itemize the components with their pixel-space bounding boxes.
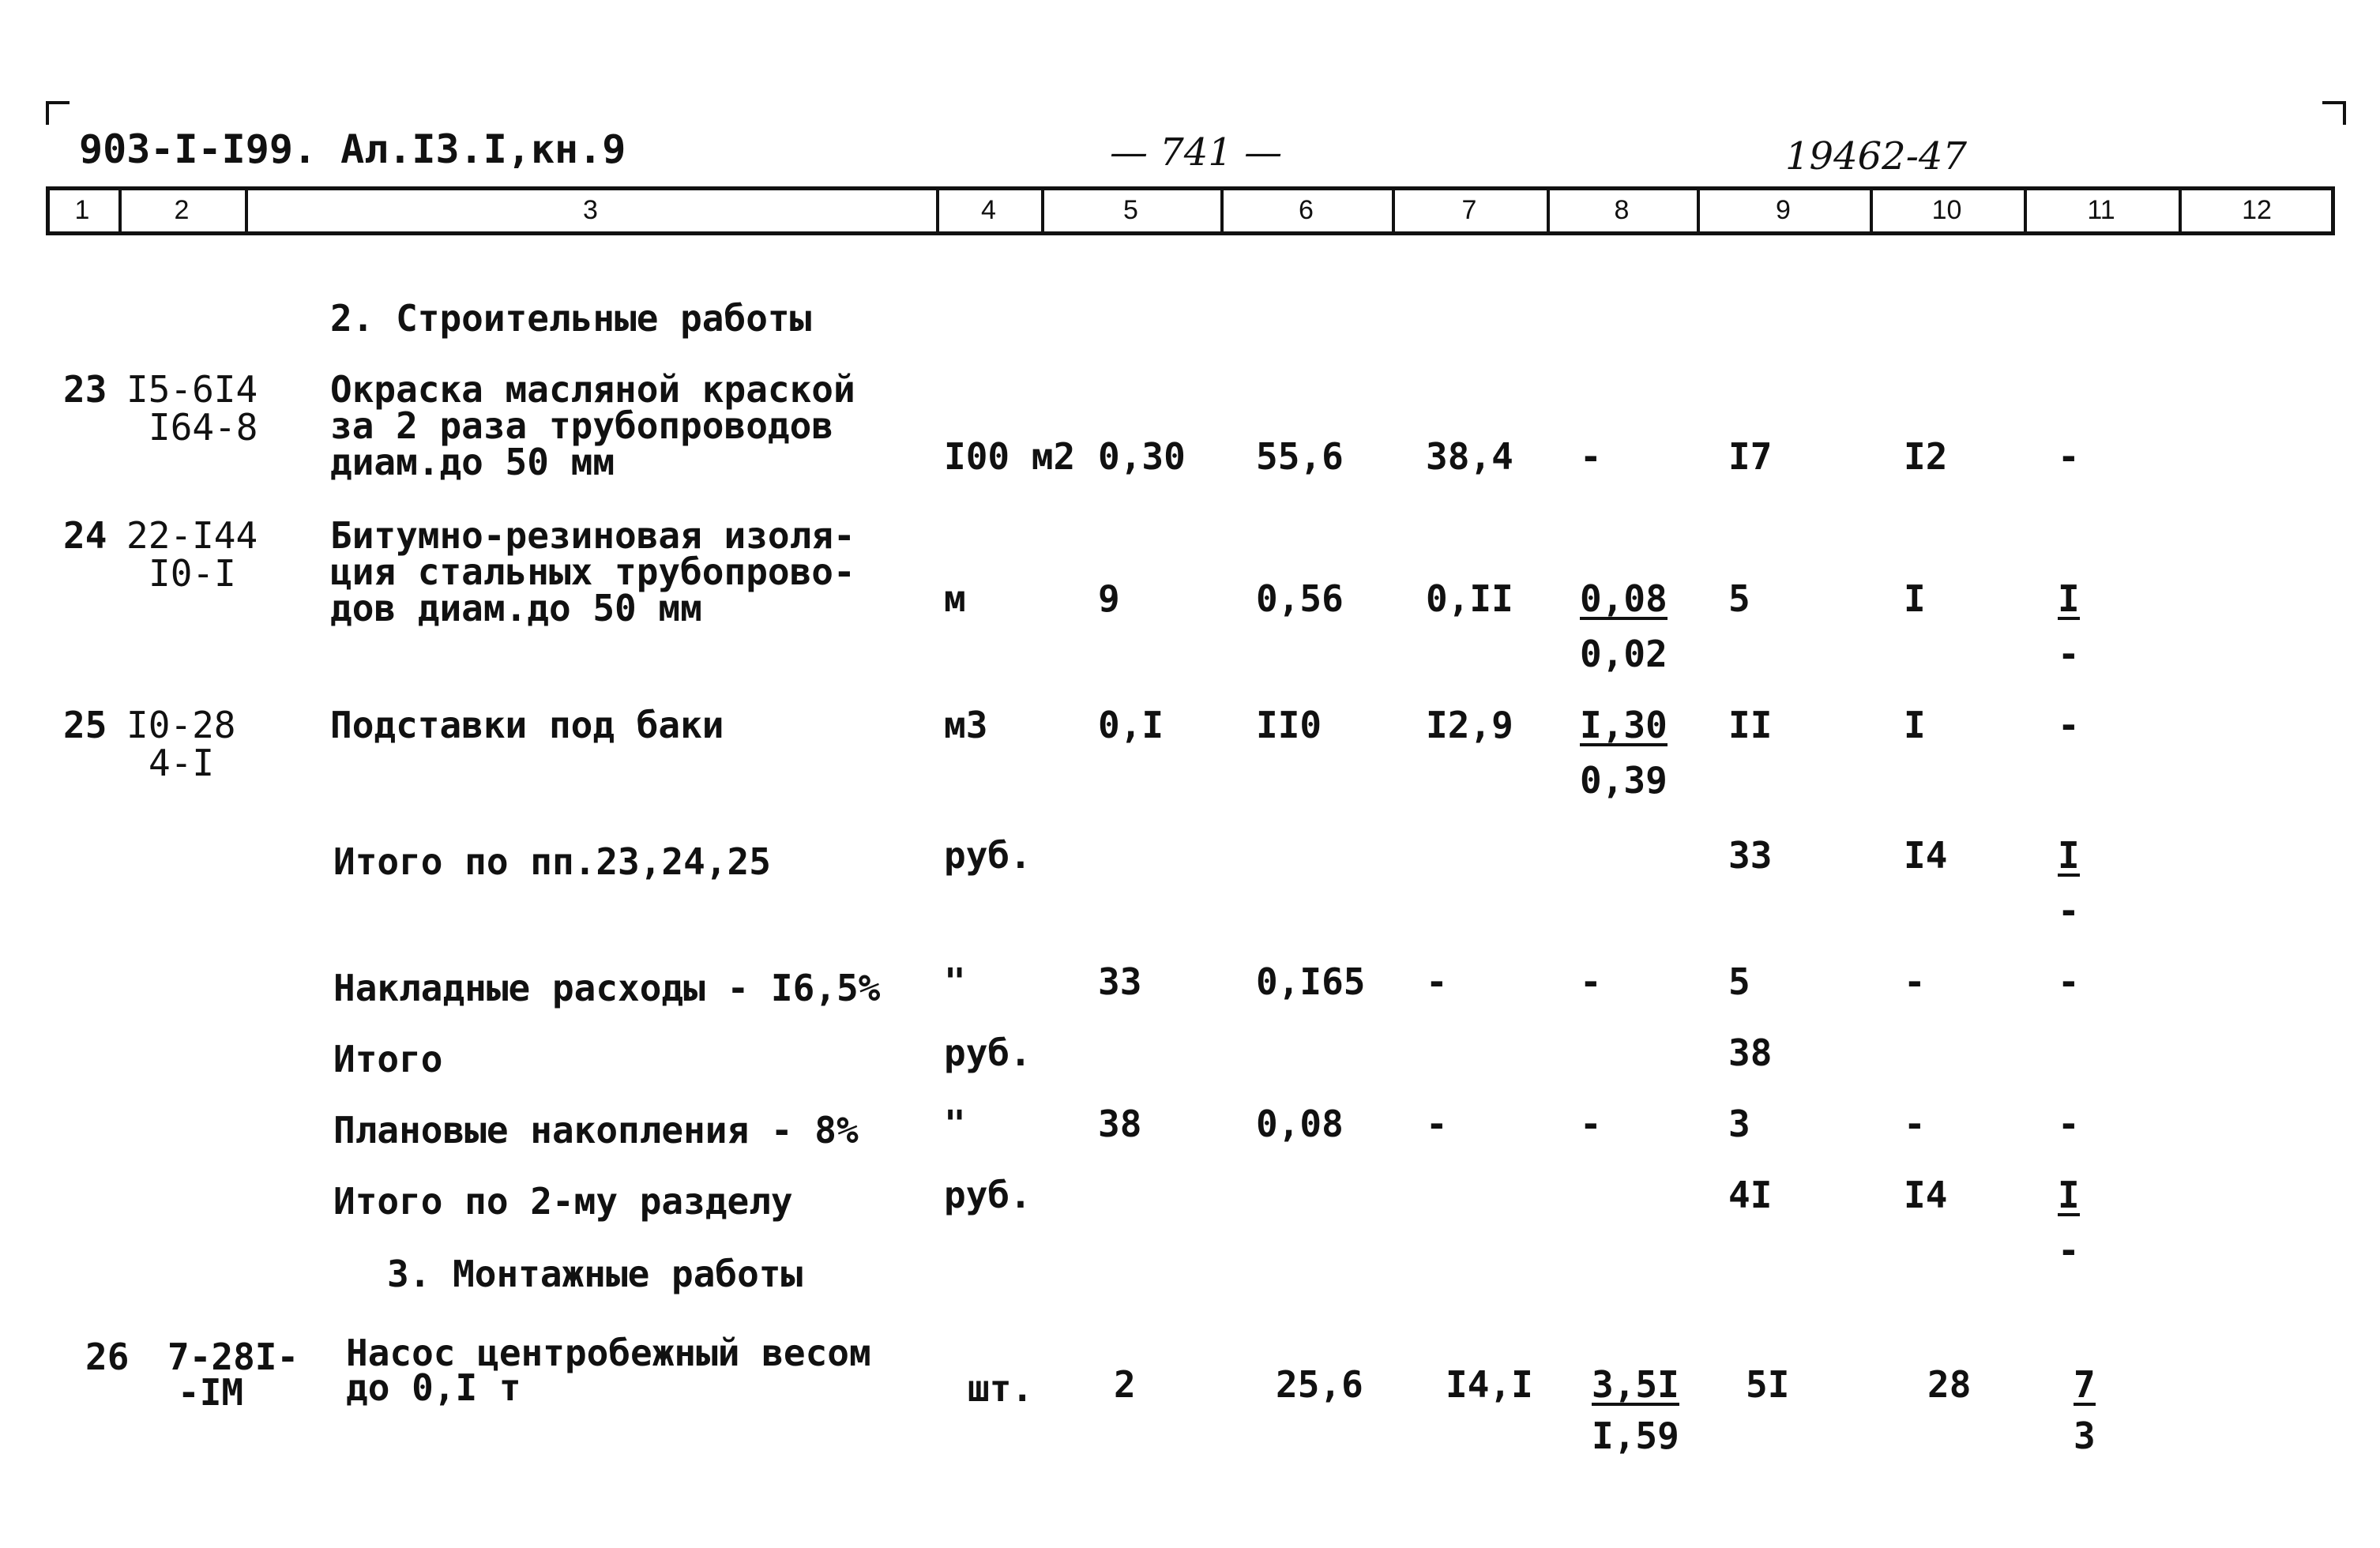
item-description: Битумно-резиновая изоля- (330, 514, 855, 557)
total-cell: - (1904, 960, 1926, 1003)
unit-cell: руб. (944, 1031, 1032, 1074)
section-title: 3. Монтажные работы (387, 1253, 803, 1295)
quantity-cell: 0,30 (1098, 435, 1186, 478)
total-cell: I7 (1728, 435, 1773, 478)
norm-code: 22-I44 (126, 514, 258, 557)
quantity-cell: 9 (1098, 577, 1120, 620)
corner-mark-left (46, 101, 70, 125)
fraction-bottom: - (2058, 889, 2080, 932)
row-number: 24 (63, 514, 107, 557)
cost-cell: I4,I (1446, 1363, 1533, 1406)
total-cell: 5 (1728, 960, 1750, 1003)
price-cell: II0 (1256, 704, 1322, 746)
total-cell: I2 (1904, 435, 1948, 478)
unit-cell: " (944, 960, 966, 1003)
total-cell: - (1904, 1103, 1926, 1145)
fraction-top: 0,08 (1580, 577, 1668, 620)
document-reference: 903-I-I99. Ал.I3.I,кн.9 (79, 126, 626, 172)
fraction-bottom: - (2058, 633, 2080, 675)
unit-cell: руб. (944, 834, 1032, 877)
total-cell: 38 (1728, 1031, 1773, 1074)
cost-cell: 0,II (1426, 577, 1513, 620)
unit-cell: руб. (944, 1174, 1032, 1216)
column-number: 6 (1299, 195, 1314, 225)
item-description: Насос центробежный весом (346, 1332, 871, 1374)
document-code: 19462-47 (1785, 134, 1967, 178)
fraction-top: - (2058, 1103, 2080, 1145)
row-number: 25 (63, 704, 107, 746)
item-description: дов диам.до 50 мм (330, 587, 702, 629)
fraction-top: I (2058, 834, 2080, 877)
column-number: 5 (1123, 195, 1138, 225)
fraction-top: - (2058, 435, 2080, 478)
total-cell: 4I (1728, 1174, 1773, 1216)
page-number: — 741 — (1110, 130, 1283, 175)
quantity-cell: 0,I (1098, 704, 1164, 746)
total-cell: 5I (1746, 1363, 1790, 1406)
fraction-top: I (2058, 577, 2080, 620)
total-cell: 5 (1728, 577, 1750, 620)
total-cell: 3 (1728, 1103, 1750, 1145)
unit-cell: м3 (944, 704, 988, 746)
column-number: 7 (1461, 195, 1477, 225)
quantity-cell: 33 (1098, 960, 1142, 1003)
fraction-bottom: - (2058, 1229, 2080, 1272)
cost-cell: - (1580, 1103, 1602, 1145)
fraction-top: 3,5I (1592, 1363, 1679, 1406)
totals-label: Итого (333, 1038, 443, 1080)
item-description: Окраска масляной краской (330, 368, 855, 411)
column-number: 11 (2087, 195, 2115, 225)
column-number: 4 (981, 195, 996, 225)
section-title: 2. Строительные работы (330, 297, 812, 340)
fraction-top: - (2058, 704, 2080, 746)
total-cell: 33 (1728, 834, 1773, 877)
totals-label: Итого по пп.23,24,25 (333, 840, 771, 883)
price-cell: 0,56 (1256, 577, 1344, 620)
total-cell: I4 (1904, 834, 1948, 877)
item-description: диам.до 50 мм (330, 441, 615, 483)
unit-cell: " (944, 1103, 966, 1145)
row-number: 26 (85, 1336, 130, 1378)
cost-cell: - (1426, 960, 1448, 1003)
column-number: 9 (1776, 195, 1791, 225)
norm-code: I5-6I4 (126, 368, 258, 411)
column-number: 2 (174, 195, 190, 225)
fraction-top: - (1580, 435, 1602, 478)
cost-cell: - (1580, 960, 1602, 1003)
item-description: Подставки под баки (330, 704, 724, 746)
totals-label: Итого по 2-му разделу (333, 1180, 793, 1223)
unit-cell: м (944, 577, 966, 620)
total-cell: II (1728, 704, 1773, 746)
norm-code: I64-8 (149, 406, 258, 449)
fraction-bottom: I,59 (1592, 1415, 1679, 1457)
cost-cell: I2,9 (1426, 704, 1513, 746)
price-cell: 25,6 (1276, 1363, 1363, 1406)
totals-label: Накладные расходы - I6,5% (333, 967, 881, 1009)
norm-code: I0-28 (126, 704, 236, 746)
price-cell: 0,I65 (1256, 960, 1366, 1003)
total-cell: I (1904, 577, 1926, 620)
column-number: 10 (1931, 195, 1962, 225)
totals-label: Плановые накопления - 8% (333, 1109, 859, 1152)
item-description: за 2 раза трубопроводов (330, 404, 833, 447)
unit-cell: шт. (968, 1367, 1034, 1410)
fraction-top: 7 (2074, 1363, 2096, 1406)
norm-code: -IМ (178, 1371, 244, 1414)
column-number: 3 (583, 195, 598, 225)
column-number: 8 (1614, 195, 1630, 225)
item-description: до 0,I т (346, 1366, 521, 1409)
column-number: 12 (2242, 195, 2272, 225)
fraction-top: - (2058, 960, 2080, 1003)
fraction-top: I (2058, 1174, 2080, 1216)
price-cell: 0,08 (1256, 1103, 1344, 1145)
cost-cell: - (1426, 1103, 1448, 1145)
column-number: 1 (74, 195, 90, 225)
norm-code: 7-28I- (167, 1336, 299, 1378)
item-description: ция стальных трубопрово- (330, 550, 855, 593)
total-cell: I4 (1904, 1174, 1948, 1216)
quantity-cell: 2 (1114, 1363, 1136, 1406)
row-number: 23 (63, 368, 107, 411)
unit-cell: I00 м2 (944, 435, 1076, 478)
cost-cell: 38,4 (1426, 435, 1513, 478)
fraction-bottom: 0,39 (1580, 759, 1668, 802)
quantity-cell: 38 (1098, 1103, 1142, 1145)
total-cell: I (1904, 704, 1926, 746)
fraction-bottom: 0,02 (1580, 633, 1668, 675)
fraction-top: I,30 (1580, 704, 1668, 746)
corner-mark-right (2322, 101, 2346, 125)
norm-code: 4-I (149, 742, 215, 784)
norm-code: I0-I (149, 552, 236, 595)
price-cell: 55,6 (1256, 435, 1344, 478)
fraction-bottom: 3 (2074, 1415, 2096, 1457)
total-cell: 28 (1927, 1363, 1972, 1406)
